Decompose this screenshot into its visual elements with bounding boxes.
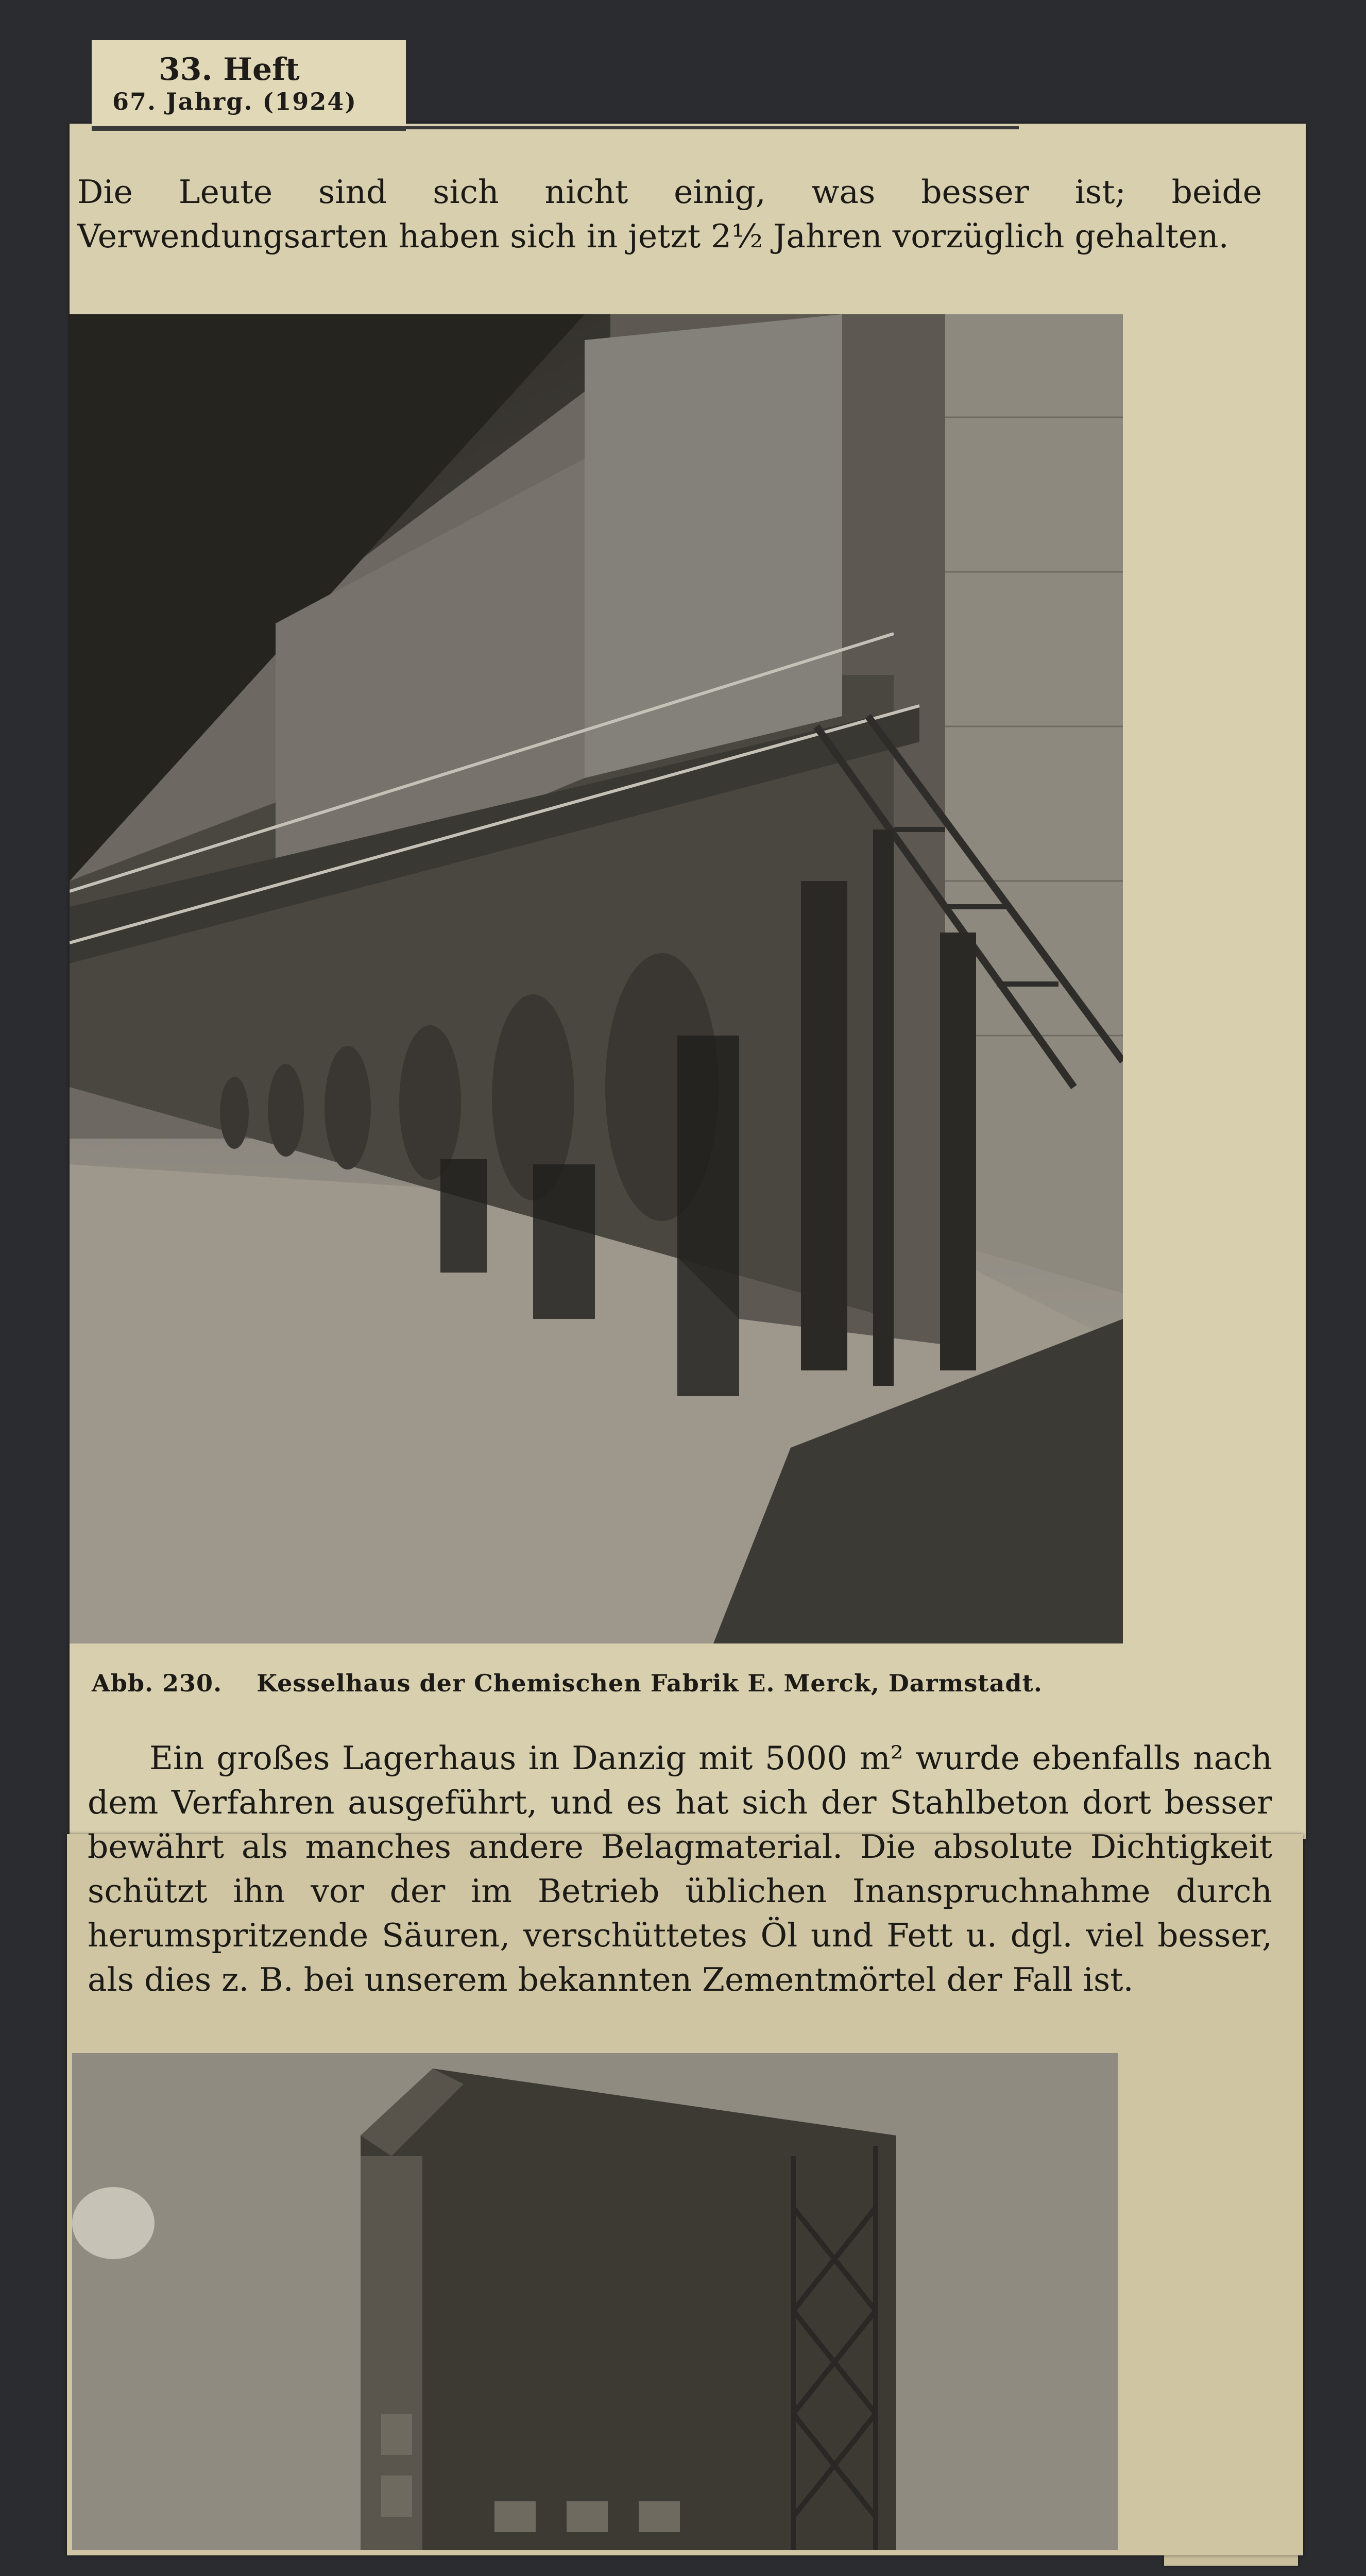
issue-number: 33. Heft	[159, 52, 300, 88]
volume-year: 67. Jahrg. (1924)	[112, 88, 357, 115]
boiler-house-illustration	[70, 314, 1123, 1643]
boiler-house-photo	[70, 314, 1123, 1643]
figure-caption	[92, 1669, 1251, 1697]
intro-paragraph: Die Leute sind sich nicht einig, was besser ist; beide Verwendungsarten haben sich in jetzt 2½ Jahren vorzüglich gehalten.	[77, 173, 1262, 255]
body-paragraph: Ein großes Lagerhaus in Danzig mit 5000 m² wurde ebenfalls nach dem Verfahren ausgeführt, und es hat sich der Stahlbeton dort besser bewährt als manches andere Belagmaterial. Die absolute Dichtigkeit schützt ihn vor der im Betrieb üblichen Inanspruchnahme durch herumspritzende Säuren, verschüttetes Öl und Fett u. dgl. viel besser, als dies z. B. bei unserem bekannten Zementmörtel der Fall ist.	[88, 1739, 1272, 1998]
figure-number: Abb. 230.	[92, 1669, 223, 1697]
figure-caption-text: Kesselhaus der Chemischen Fabrik E. Merck, Darmstadt.	[257, 1669, 1043, 1697]
header-rule	[92, 126, 1019, 129]
building-illustration	[72, 2053, 1118, 2550]
issue-header	[92, 40, 406, 131]
building-photo	[72, 2053, 1118, 2550]
